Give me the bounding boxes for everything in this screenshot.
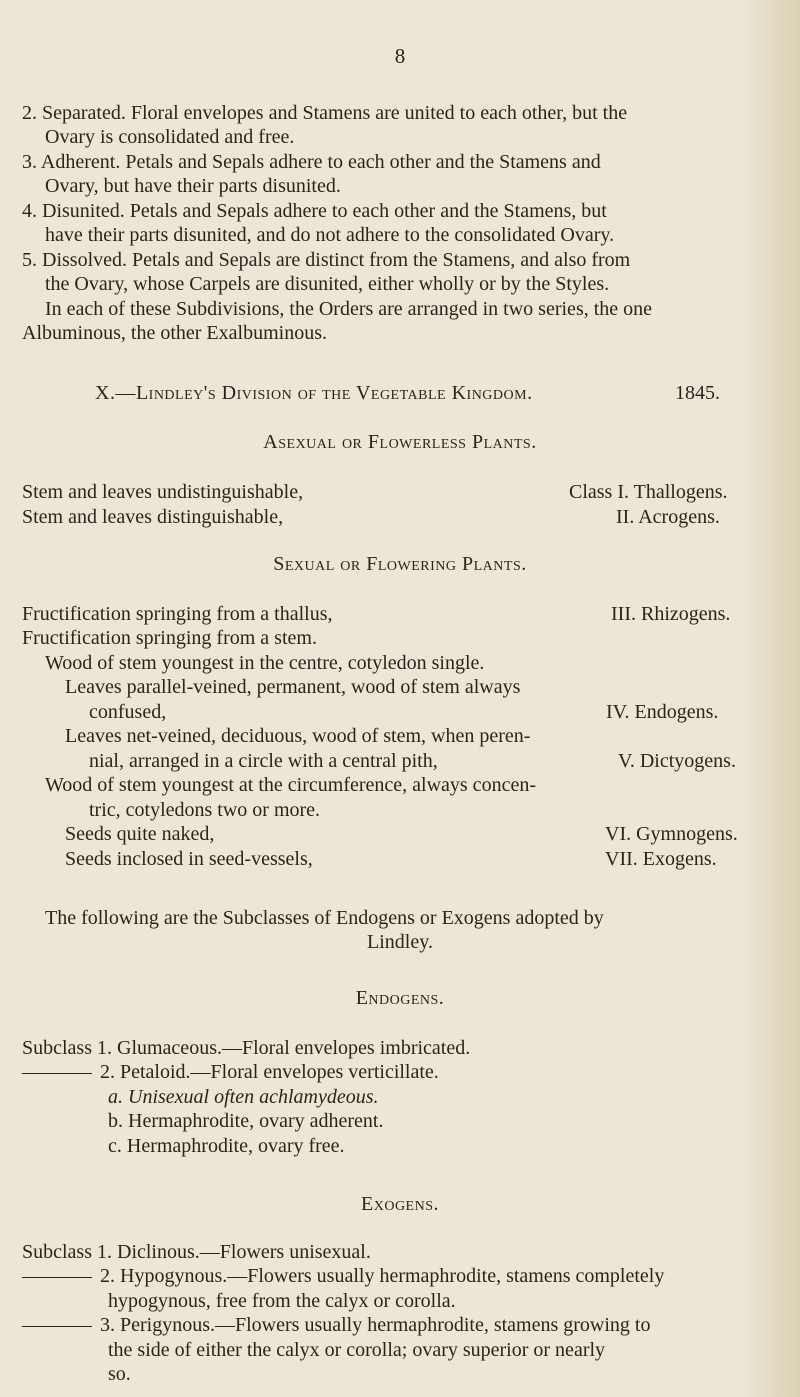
section-year: 1845.: [675, 382, 720, 404]
ditto-rule: [22, 1326, 92, 1327]
sexual-line-1: Fructification springing from a thallus,: [22, 603, 333, 625]
sexual-line-11: Seeds inclosed in seed-vessels,: [65, 848, 313, 870]
item-5-line1: 5. Dissolved. Petals and Sepals are distinct from the Stamens, and also from: [22, 249, 631, 271]
asexual-class-1: Class I. Thallogens.: [569, 481, 728, 503]
exogens-subclass-1: Subclass 1. Diclinous.—Flowers unisexual.: [22, 1241, 371, 1263]
sexual-line-8: Wood of stem youngest at the circumference, always concen-: [45, 774, 536, 796]
endogens-c: c. Hermaphrodite, ovary free.: [108, 1135, 345, 1157]
endogens-heading: Endogens.: [355, 987, 445, 1009]
asexual-row-2: Stem and leaves distinguishable,: [22, 506, 284, 528]
sexual-heading: Sexual or Flowering Plants.: [273, 553, 527, 575]
endogens-b: b. Hermaphrodite, ovary adherent.: [108, 1110, 384, 1132]
item-2-line1: 2. Separated. Floral envelopes and Stamens are united to each other, but the: [22, 102, 628, 124]
sexual-line-5: confused,: [89, 701, 167, 723]
item-4-line2: have their parts disunited, and do not adhere to the consolidated Ovary.: [45, 224, 615, 246]
sexual-line-6: Leaves net-veined, deciduous, wood of stem, when peren-: [65, 725, 531, 747]
page-number: 8: [394, 44, 406, 68]
sexual-line-2: Fructification springing from a stem.: [22, 627, 317, 649]
sexual-line-9: tric, cotyledons two or more.: [89, 799, 321, 821]
sexual-line-4: Leaves parallel-veined, permanent, wood of stem always: [65, 676, 521, 698]
asexual-row-1: Stem and leaves undistinguishable,: [22, 481, 304, 503]
class-endogens: IV. Endogens.: [606, 701, 719, 723]
item-3-line2: Ovary, but have their parts disunited.: [45, 175, 341, 197]
class-rhizogens: III. Rhizogens.: [611, 603, 731, 625]
following-line1: The following are the Subclasses of Endogens or Exogens adopted by: [45, 907, 604, 929]
exogens-subclass-2-cont: hypogynous, free from the calyx or corolla.: [108, 1290, 456, 1312]
endogens-subclass-2: 2. Petaloid.—Floral envelopes verticillate.: [22, 1060, 439, 1084]
item-5-line2: the Ovary, whose Carpels are disunited, either wholly or by the Styles.: [45, 273, 610, 295]
sexual-line-10: Seeds quite naked,: [65, 823, 215, 845]
item-3-line1: 3. Adherent. Petals and Sepals adhere to each other and the Stamens and: [22, 151, 601, 173]
asexual-heading: Asexual or Flowerless Plants.: [263, 431, 537, 453]
endogens-subclass-1: Subclass 1. Glumaceous.—Floral envelopes imbricated.: [22, 1037, 471, 1059]
following-line2: Lindley.: [367, 931, 433, 953]
section-title: X.—Lindley's Division of the Vegetable Kingdom.: [95, 382, 533, 404]
exogens-subclass-3-cont: the side of either the calyx or corolla; ovary superior or nearly: [108, 1339, 606, 1361]
paper-stain: [740, 0, 800, 1397]
exogens-subclass-2: 2. Hypogynous.—Flowers usually hermaphrodite, stamens completely: [22, 1264, 664, 1288]
item-2-line2: Ovary is consolidated and free.: [45, 126, 295, 148]
ditto-rule: [22, 1073, 92, 1074]
exogens-subclass-3-end: so.: [108, 1363, 131, 1385]
ditto-rule: [22, 1277, 92, 1278]
sexual-line-3: Wood of stem youngest in the centre, cotyledon single.: [45, 652, 485, 674]
class-dictyogens: V. Dictyogens.: [618, 750, 736, 772]
endogens-a: a. Unisexual often achlamydeous.: [108, 1086, 379, 1108]
class-gymnogens: VI. Gymnogens.: [605, 823, 738, 845]
exogens-heading: Exogens.: [361, 1193, 439, 1215]
sexual-line-7: nial, arranged in a circle with a central pith,: [89, 750, 438, 772]
item-4-line1: 4. Disunited. Petals and Sepals adhere to each other and the Stamens, but: [22, 200, 607, 222]
subdivision-line2: Albuminous, the other Exalbuminous.: [22, 322, 327, 344]
subdivision-line1: In each of these Subdivisions, the Orders are arranged in two series, the one: [45, 298, 653, 320]
exogens-subclass-3: 3. Perigynous.—Flowers usually hermaphrodite, stamens growing to: [22, 1313, 651, 1337]
asexual-class-2: II. Acrogens.: [616, 506, 720, 528]
class-exogens: VII. Exogens.: [605, 848, 717, 870]
